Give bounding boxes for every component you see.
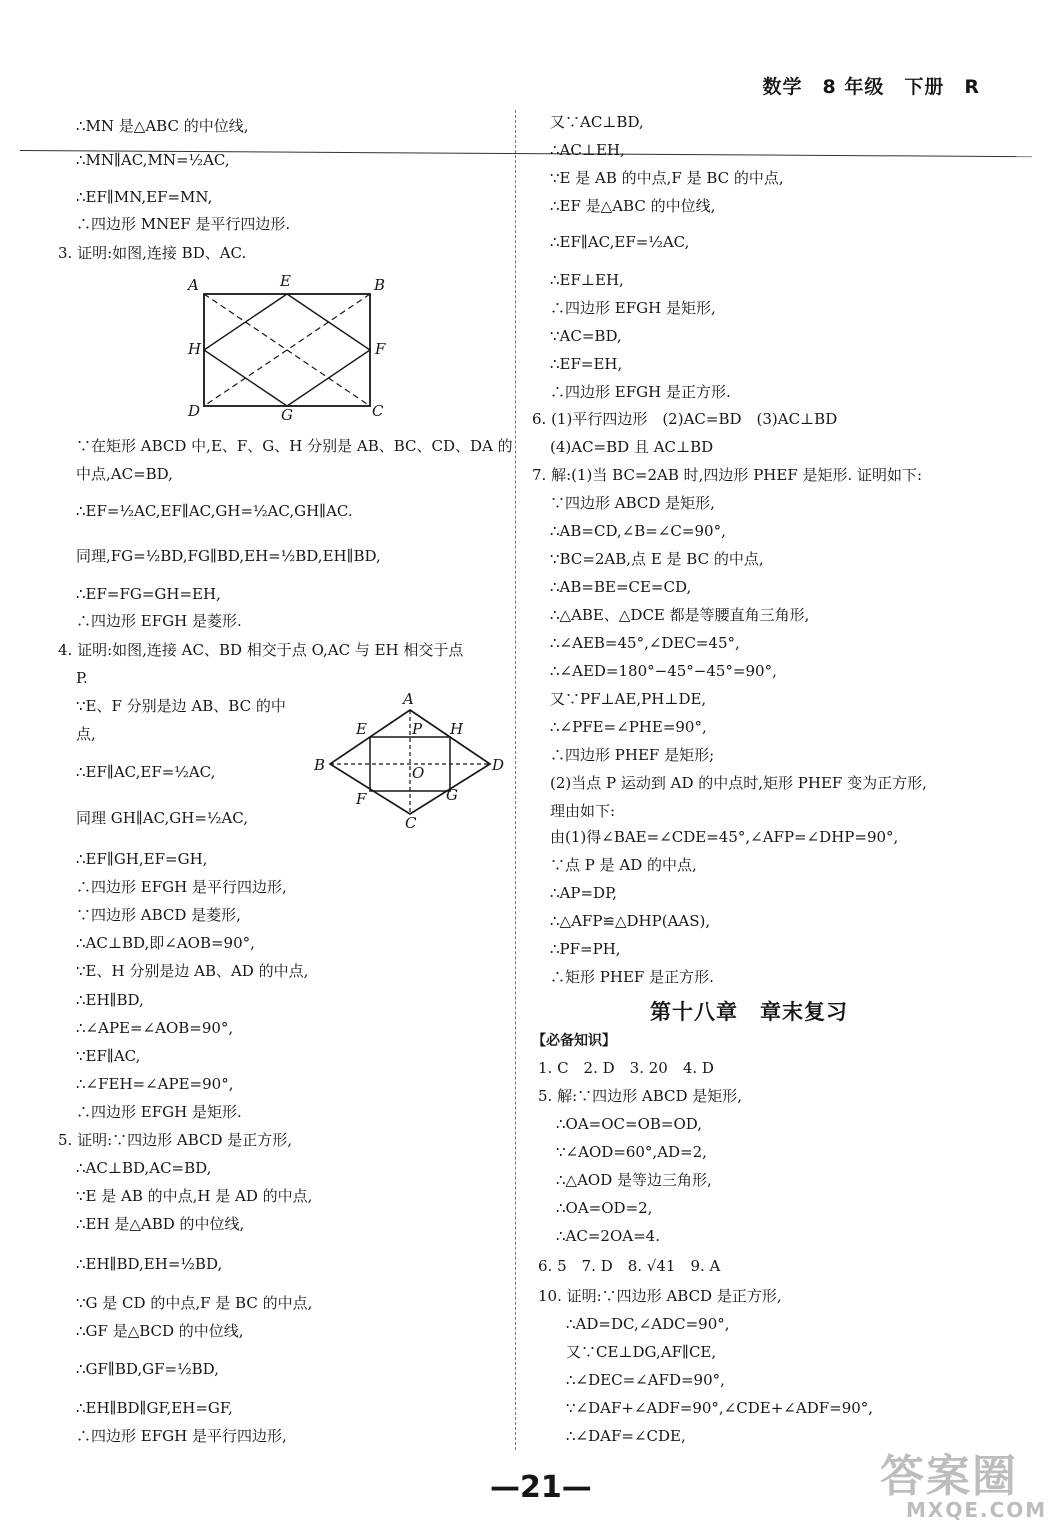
text-line: ∴EF=FG=GH=EH, [76,585,221,603]
text-line: ∴GF 是△BCD 的中位线, [76,1322,244,1340]
text-line: 又∵PF⊥AE,PH⊥DE, [550,690,707,708]
text-line: 由(1)得∠BAE=∠CDE=45°,∠AFP=∠DHP=90°, [550,828,899,846]
text-line: ∴OA=OD=2, [556,1199,653,1217]
label-b: B [374,276,386,294]
text-line: ∴AC=2OA=4. [556,1227,660,1245]
text-line: ∴矩形 PHEF 是正方形. [550,968,714,986]
text-line: ∵EF∥AC, [76,1047,141,1065]
text-line: P. [76,669,88,687]
watermark-logo-text: 答案圈 [880,1451,1018,1502]
text-line: ∵四边形 ABCD 是矩形, [550,494,715,512]
text-line: ∴四边形 EFGH 是矩形, [550,299,716,317]
text-line: ∴四边形 PHEF 是矩形; [550,746,715,764]
text-line: 理由如下: [550,802,616,820]
label-e: E [356,720,367,738]
watermark [870,1440,1050,1530]
page-number: —21— [490,1470,592,1505]
text-line: ∴∠DAF=∠CDE, [566,1427,686,1445]
text-line: ∴∠PFE=∠PHE=90°, [550,718,707,736]
text-line: 点, [76,725,96,743]
answers-6-9: 6. 5 7. D 8. √41 9. A [538,1257,721,1275]
text-line: ∵BC=2AB,点 E 是 BC 的中点, [550,550,764,568]
text-line: 又∵CE⊥DG,AF∥CE, [566,1343,717,1361]
text-line: ∵在矩形 ABCD 中,E、F、G、H 分别是 AB、BC、CD、DA 的 [76,437,513,455]
text-line: (4)AC=BD 且 AC⊥BD [550,438,714,456]
text-line: ∴GF∥BD,GF=½BD, [76,1360,219,1378]
text-line: ∴EH∥BD,EH=½BD, [76,1255,223,1273]
text-line: ∴∠DEC=∠AFD=90°, [566,1371,725,1389]
text-line: ∴△AOD 是等边三角形, [556,1171,712,1189]
page-header: 数学 8 年级 下册 R [762,76,980,98]
text-line: ∴AC⊥BD,AC=BD, [76,1159,212,1177]
text-line: ∴AC⊥BD,即∠AOB=90°, [76,934,255,952]
text-line: ∵∠DAF+∠ADF=90°,∠CDE+∠ADF=90°, [566,1399,874,1417]
text-line: 同理 GH∥AC,GH=½AC, [76,809,249,827]
problem-4-heading: 4. 证明:如图,连接 AC、BD 相交于点 O,AC 与 EH 相交于点 [58,641,464,659]
text-line: ∴EF=½AC,EF∥AC,GH=½AC,GH∥AC. [76,502,353,520]
text-line: ∴MN 是△ABC 的中位线, [76,117,249,135]
text-line: ∵E 是 AB 的中点,F 是 BC 的中点, [550,169,784,187]
section-tag: 【必备知识】 [532,1033,616,1049]
text-line: ∴∠AED=180°−45°−45°=90°, [550,662,777,680]
text-line: ∵∠AOD=60°,AD=2, [556,1143,707,1161]
text-line: ∴AD=DC,∠ADC=90°, [566,1315,730,1333]
text-line: ∴四边形 EFGH 是平行四边形, [76,878,287,896]
label-d: D [188,402,201,420]
chapter-title: 第十八章 章末复习 [650,1000,848,1024]
text-line: 中点,AC=BD, [76,465,173,483]
column-divider [515,110,516,1450]
label-g: G [281,406,293,424]
problem-7-heading: 7. 解:(1)当 BC=2AB 时,四边形 PHEF 是矩形. 证明如下: [532,466,923,484]
label-c: C [405,814,417,832]
text-line: (2)当点 P 运动到 AD 的中点时,矩形 PHEF 变为正方形, [550,774,927,792]
text-line: ∴∠APE=∠AOB=90°, [76,1019,234,1037]
text-line: ∴EH∥BD, [76,991,144,1009]
answers-1-4: 1. C 2. D 3. 20 4. D [538,1059,714,1077]
text-line: ∴四边形 EFGH 是矩形. [76,1103,242,1121]
text-line: ∴四边形 EFGH 是菱形. [76,612,242,630]
text-line: ∴四边形 EFGH 是正方形. [550,383,731,401]
label-p: P [412,720,423,738]
text-line: 又∵AC⊥BD, [550,113,644,131]
text-line: ∴PF=PH, [550,940,621,958]
text-line: ∴∠FEH=∠APE=90°, [76,1075,234,1093]
label-c: C [372,402,384,420]
text-line: ∴OA=OC=OB=OD, [556,1115,703,1133]
text-line: 同理,FG=½BD,FG∥BD,EH=½BD,EH∥BD, [76,547,381,565]
label-d: D [492,756,505,774]
label-a: A [403,690,414,708]
label-b: B [314,756,326,774]
text-line: ∴MN∥AC,MN=½AC, [76,151,230,169]
label-f: F [356,790,367,808]
text-line: ∴AB=CD,∠B=∠C=90°, [550,522,726,540]
text-line: ∵E、H 分别是边 AB、AD 的中点, [76,962,309,980]
text-line: ∴AB=BE=CE=CD, [550,578,692,596]
label-a: A [188,276,199,294]
figure-3-rectangle [180,270,400,424]
text-line: ∴EH∥BD∥GF,EH=GF, [76,1399,233,1417]
text-line: ∵E、F 分别是边 AB、BC 的中 [76,697,286,715]
text-line: ∴AP=DP, [550,884,617,902]
watermark-url: MXQE.COM [906,1498,1048,1522]
text-line: ∴EF 是△ABC 的中位线, [550,197,716,215]
problem-6-answer: 6. (1)平行四边形 (2)AC=BD (3)AC⊥BD [532,410,838,428]
text-line: ∴EF=EH, [550,355,623,373]
text-line: ∵AC=BD, [550,327,622,345]
problem-5b-heading: 5. 解:∵四边形 ABCD 是矩形, [538,1087,743,1105]
figure-4-rhombus [310,690,510,830]
label-g: G [446,786,458,804]
text-line: ∴EF⊥EH, [550,271,624,289]
label-h: H [188,340,202,358]
text-line: ∴四边形 MNEF 是平行四边形. [76,215,291,233]
text-line: ∵E 是 AB 的中点,H 是 AD 的中点, [76,1187,313,1205]
text-line: ∴EH 是△ABD 的中位线, [76,1215,245,1233]
problem-3-heading: 3. 证明:如图,连接 BD、AC. [58,244,247,262]
text-line: ∴四边形 EFGH 是平行四边形, [76,1427,287,1445]
text-line: ∴EF∥AC,EF=½AC, [550,233,690,251]
label-e: E [280,272,291,290]
text-line: ∴△ABE、△DCE 都是等腰直角三角形, [550,606,810,624]
text-line: ∴△AFP≌△DHP(AAS), [550,912,711,930]
text-line: ∴∠AEB=45°,∠DEC=45°, [550,634,740,652]
problem-5-heading: 5. 证明:∵四边形 ABCD 是正方形, [58,1131,293,1149]
text-line: ∵G 是 CD 的中点,F 是 BC 的中点, [76,1294,313,1312]
text-line: ∴EF∥GH,EF=GH, [76,850,208,868]
label-f: F [375,340,386,358]
text-line: ∵点 P 是 AD 的中点, [550,856,697,874]
label-h: H [450,720,464,738]
problem-10-heading: 10. 证明:∵四边形 ABCD 是正方形, [538,1287,782,1305]
text-line: ∴EF∥MN,EF=MN, [76,188,213,206]
label-o: O [412,764,425,782]
text-line: ∴AC⊥EH, [550,141,625,159]
text-line: ∴EF∥AC,EF=½AC, [76,763,216,781]
text-line: ∵四边形 ABCD 是菱形, [76,906,241,924]
